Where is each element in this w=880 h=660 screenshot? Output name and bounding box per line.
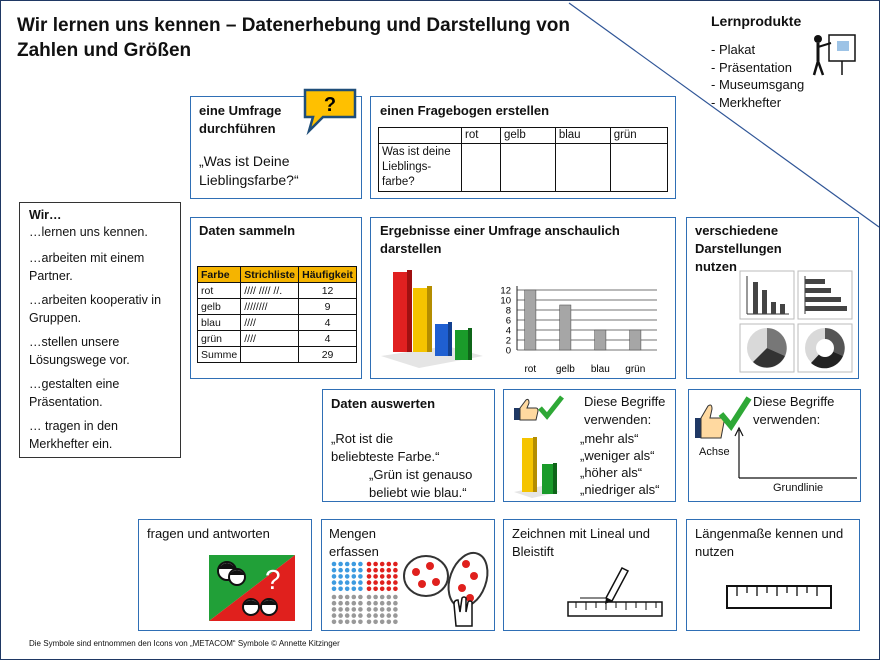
ruler-pencil-icon — [566, 564, 666, 624]
dot — [345, 568, 350, 573]
y-tick-label: 8 — [505, 305, 511, 317]
dot — [358, 613, 363, 618]
dot — [380, 595, 385, 600]
dot — [358, 601, 363, 606]
dot — [380, 568, 385, 573]
dot — [380, 607, 385, 612]
daten-cell: 4 — [299, 331, 357, 347]
fragen-antworten-title: fragen und antworten — [147, 526, 270, 541]
daten-cell: rot — [198, 283, 241, 299]
bubble-question-mark: ? — [323, 94, 337, 116]
dot — [338, 562, 343, 567]
daten-cell: //// //// //. — [241, 283, 299, 299]
laengenmasse-title: Längenmaße kennen und nutzen — [695, 526, 844, 559]
dot — [338, 620, 343, 625]
fragebogen-header: rot — [462, 128, 501, 144]
dot — [367, 601, 372, 606]
dot — [338, 568, 343, 573]
dot — [373, 562, 378, 567]
question-glyph: ? — [265, 564, 281, 595]
wir-line: …arbeiten kooperativ in Gruppen. — [29, 293, 162, 325]
dot — [352, 568, 357, 573]
wir-line: … tragen in den Merkhefter ein. — [29, 419, 118, 451]
dot — [345, 562, 350, 567]
begriffe-term: „niedriger als“ — [580, 482, 660, 497]
zeichnen-box — [503, 519, 677, 631]
dot — [380, 601, 385, 606]
counting-sets-icon — [400, 542, 494, 628]
x-tick-label: grün — [625, 364, 646, 375]
dot — [345, 587, 350, 592]
dot — [387, 607, 392, 612]
daten-cell: //// — [241, 331, 299, 347]
bar — [630, 330, 641, 350]
laengenmasse-box — [686, 519, 860, 631]
daten-cell: 4 — [299, 315, 357, 331]
dot — [393, 601, 398, 606]
dot — [345, 601, 350, 606]
dot — [332, 595, 337, 600]
wir-title: Wir… — [29, 208, 62, 222]
dot — [352, 620, 357, 625]
dot — [387, 580, 392, 585]
daten-header: Farbe — [198, 267, 241, 283]
dot — [373, 601, 378, 606]
y-tick-label: 10 — [500, 295, 511, 307]
dot — [338, 580, 343, 585]
chart-types-icon — [739, 270, 853, 374]
fragebogen-box — [370, 96, 676, 199]
x-tick-label: rot — [524, 364, 537, 375]
daten-cell: blau — [198, 315, 241, 331]
dot — [358, 587, 363, 592]
dot — [358, 568, 363, 573]
dot — [380, 574, 385, 579]
ergebnisse-box — [370, 217, 676, 379]
table-row — [198, 299, 357, 315]
grundlinie-label: Grundlinie — [773, 482, 824, 494]
dot — [332, 607, 337, 612]
dot — [367, 587, 372, 592]
dot — [358, 607, 363, 612]
dot — [338, 587, 343, 592]
daten-sammeln-box — [190, 217, 362, 379]
dot — [380, 613, 385, 618]
dot — [367, 620, 372, 625]
lernprodukte-list — [711, 41, 804, 111]
wir-line: …lernen uns kennen. — [29, 225, 148, 239]
dot — [345, 574, 350, 579]
fragebogen-header: blau — [555, 128, 610, 144]
dot — [393, 620, 398, 625]
daten-auswerten-title: Daten auswerten — [331, 396, 436, 411]
dot — [345, 620, 350, 625]
x-tick-label: gelb — [555, 364, 575, 375]
dot — [332, 601, 337, 606]
dot — [373, 587, 378, 592]
dot — [393, 574, 398, 579]
dot — [373, 613, 378, 618]
darstellungen-title: verschiedene Darstellungen nutzen — [695, 223, 782, 274]
bar-chart — [499, 278, 669, 376]
dot — [338, 613, 343, 618]
dot — [380, 580, 385, 585]
dot — [393, 580, 398, 585]
dot — [358, 580, 363, 585]
daten-cell: grün — [198, 331, 241, 347]
ruler-icon — [725, 582, 835, 612]
dot — [358, 595, 363, 600]
dot — [352, 562, 357, 567]
fragebogen-header: gelb — [500, 128, 555, 144]
y-tick-label: 0 — [505, 345, 511, 357]
dot — [373, 574, 378, 579]
dot — [387, 568, 392, 573]
dot — [332, 620, 337, 625]
table-row — [198, 283, 357, 299]
daten-auswerten-box — [322, 389, 495, 502]
dot — [393, 595, 398, 600]
daten-cell: 12 — [299, 283, 357, 299]
begriffe-2-title: Diese Begriffe verwenden: — [753, 394, 835, 427]
dot — [393, 587, 398, 592]
wir-line: …arbeiten mit einem Partner. — [29, 251, 145, 283]
fragebogen-row-label: Was ist deine Lieblings-farbe? — [379, 144, 462, 192]
dot — [352, 574, 357, 579]
page-title: Wir lernen uns kennen – Datenerhebung und Darstellung von Zahlen und Größen — [17, 15, 571, 61]
y-tick-label: 2 — [505, 335, 511, 347]
darstellungen-box — [686, 217, 859, 379]
dot — [387, 574, 392, 579]
dot — [373, 568, 378, 573]
lernprodukt-item: - Merkhefter — [711, 94, 782, 110]
daten-cell: 29 — [299, 347, 357, 363]
dot — [338, 601, 343, 606]
dot — [338, 574, 343, 579]
dot — [352, 587, 357, 592]
dot — [393, 613, 398, 618]
presenter-icon — [809, 31, 859, 77]
lernprodukt-item: - Plakat — [711, 42, 756, 57]
umfrage-title: eine Umfrage durchführen — [199, 103, 282, 136]
fragebogen-header — [379, 128, 462, 144]
fragebogen-title: einen Fragebogen erstellen — [380, 103, 550, 118]
auswerten-statement-2: „Grün ist genauso beliebt wie blau.“ — [369, 467, 473, 500]
dot — [345, 595, 350, 600]
dot — [332, 613, 337, 618]
mengen-title: Mengen erfassen — [329, 526, 379, 559]
daten-cell: //////// — [241, 299, 299, 315]
dot — [387, 613, 392, 618]
auswerten-statement-1: „Rot ist die beliebteste Farbe.“ — [331, 431, 440, 464]
dot — [358, 562, 363, 567]
y-tick-label: 4 — [505, 325, 511, 337]
dot — [393, 607, 398, 612]
question-answer-icon — [209, 555, 295, 621]
y-tick-label: 6 — [505, 315, 511, 327]
dot — [352, 613, 357, 618]
begriffe-box-2 — [688, 389, 861, 502]
fragen-antworten-box — [138, 519, 312, 631]
dot — [332, 574, 337, 579]
bar — [595, 330, 606, 350]
table-row — [198, 315, 357, 331]
begriffe-term: „höher als“ — [580, 465, 643, 480]
dot — [345, 607, 350, 612]
dot — [393, 562, 398, 567]
lernprodukt-item: - Museumsgang — [711, 77, 805, 92]
y-tick-label: 12 — [500, 285, 511, 297]
dot — [367, 607, 372, 612]
daten-header: Strichliste — [241, 267, 299, 283]
dot — [345, 580, 350, 585]
dot — [352, 601, 357, 606]
footer-credit: Die Symbole sind entnommen den Icons von „METACOM“ Symbole © Annette Kitzinger — [29, 639, 340, 648]
dot — [380, 562, 385, 567]
dot — [373, 595, 378, 600]
dot — [338, 607, 343, 612]
dot — [373, 620, 378, 625]
achse-label: Achse — [699, 446, 730, 458]
dot — [387, 562, 392, 567]
dot — [380, 587, 385, 592]
dot — [352, 580, 357, 585]
dot — [380, 620, 385, 625]
daten-cell: 9 — [299, 299, 357, 315]
dot — [373, 580, 378, 585]
dot — [387, 620, 392, 625]
bar — [560, 305, 571, 350]
table-row — [198, 331, 357, 347]
daten-cell: //// — [241, 315, 299, 331]
zeichnen-title: Zeichnen mit Lineal und Bleistift — [512, 526, 651, 559]
hundred-dots-icon — [330, 560, 400, 626]
ergebnisse-title: Ergebnisse einer Umfrage anschaulich darstellen — [380, 223, 620, 256]
daten-cell: gelb — [198, 299, 241, 315]
dot — [367, 580, 372, 585]
dot — [332, 580, 337, 585]
lernprodukt-item: - Präsentation — [711, 59, 792, 75]
dot — [387, 587, 392, 592]
dot — [338, 595, 343, 600]
dot — [387, 601, 392, 606]
dot — [367, 595, 372, 600]
x-tick-label: blau — [590, 364, 610, 375]
bar — [525, 290, 536, 350]
daten-cell — [241, 347, 299, 363]
dot — [345, 613, 350, 618]
speech-bubble-icon — [301, 87, 359, 137]
daten-sammeln-title: Daten sammeln — [199, 223, 296, 238]
dot — [367, 613, 372, 618]
dot — [332, 562, 337, 567]
begriffe-1-title: Diese Begriffe verwenden: — [584, 394, 666, 427]
dot — [332, 568, 337, 573]
fragebogen-table — [378, 127, 668, 192]
lernprodukte-title: Lernprodukte — [711, 13, 802, 29]
begriffe-box-1 — [503, 389, 676, 502]
begriffe-term: „mehr als“ — [580, 431, 639, 446]
dot — [358, 574, 363, 579]
wir-line: …gestalten eine Präsentation. — [29, 377, 120, 409]
table-row — [198, 347, 357, 363]
dot — [358, 620, 363, 625]
fragebogen-header: grün — [610, 128, 667, 144]
wir-line: …stellen unsere Lösungswege vor. — [29, 335, 130, 367]
umfrage-question: „Was ist Deine Lieblingsfarbe?“ — [199, 153, 299, 188]
dot — [373, 607, 378, 612]
dot — [387, 595, 392, 600]
dot — [352, 595, 357, 600]
dot — [393, 568, 398, 573]
daten-header: Häufigkeit — [299, 267, 357, 283]
daten-cell: Summe — [198, 347, 241, 363]
begriffe-term: „weniger als“ — [580, 448, 655, 463]
dot — [332, 587, 337, 592]
yellow-green-towers-image — [512, 436, 562, 498]
thumbs-up-check-icon — [510, 394, 566, 424]
dot — [367, 574, 372, 579]
axis-diagram — [731, 426, 859, 480]
dot — [367, 568, 372, 573]
dot — [367, 562, 372, 567]
dot — [352, 607, 357, 612]
lego-towers-image — [379, 264, 487, 370]
mengen-box — [321, 519, 495, 631]
daten-table — [197, 266, 357, 363]
wir-box — [19, 202, 181, 458]
